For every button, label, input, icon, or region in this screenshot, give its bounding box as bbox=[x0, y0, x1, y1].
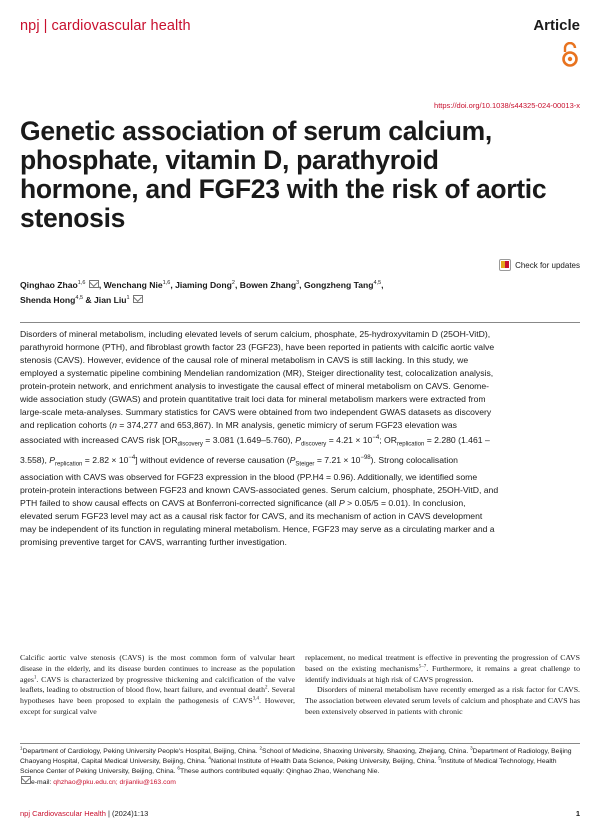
check-updates-label: Check for updates bbox=[515, 260, 580, 270]
doi-link[interactable]: https://doi.org/10.1038/s44325-024-00013-x bbox=[434, 101, 580, 110]
author[interactable]: Shenda Hong$^{4,5}$ bbox=[20, 295, 84, 305]
author[interactable]: Gongzheng Tang$^{4,5}$ bbox=[303, 280, 382, 290]
footnote-divider bbox=[20, 743, 580, 744]
affiliations-footnote: $^1$Department of Cardiology, Peking University People's Hospital, Beijing, China. $^2$School of Medicine, Shaoxing University, Shaoxing, Zhejiang, China. $^3$Department of Radiology, Beijing Chaoyang Hospital, Capital Medical University, Beijing, China. $^4$National Institute of Health Data Science, Peking University, Beijing, China. $^5$Institute of Medical Technology, Health Science Center of Peking University, Beijing, China. $^6$These authors contributed equally: Qinghao Zhao, Wenchang Nie. e-mail: qhzhao@pku.edu.cn; drjianliu@163.com bbox=[20, 747, 580, 788]
author-list: Qinghao Zhao$^{1,6}$ , Wenchang Nie$^{1,6}$, Jiaming Dong$^2$, Bowen Zhang$^3$, Gongzheng Tang$^{4,5}$, Shenda Hong$^{4,5}$ & Jian Liu$^1$ bbox=[20, 280, 384, 305]
abstract-divider bbox=[20, 322, 580, 323]
author[interactable]: Jian Liu$^1$ bbox=[94, 295, 130, 305]
email-icon[interactable] bbox=[89, 280, 99, 288]
abstract-text: Disorders of mineral metabolism, including elevated levels of serum calcium, phosphate, 25-hydroxyvitamin D (25OH-VitD), parathyroid hormone (PTH), and fibroblast growth factor 23 (FGF23), have been reported in patients with calcific aortic valve stenosis (CAVS). However, evidence of the causal role of mineral metabolism in CAVS is still lacking. In this study, we employed a systematic pipeline combining Mendelian randomization (MR), Steiger directionality test, colocalization analysis, protein-protein network, and enrichment analysis to investigate the causal effect of mineral metabolism on CAVS. Genome-wide association study (GWAS) and protein quantitative trait loci data for mineral metabolism markers were extracted from large-scale meta-analyses. Summary statistics for CAVS were obtained from two independent GWAS datasets as discovery and replication cohorts (n = 374,277 and 653,867). In MR analysis, genetic mimicry of serum FGF23 elevation was associated with increased CAVS risk [$OR_{discovery} = 3.081$ (1.649–5.760), $P_{discovery} = 4.21 \times 10^{-4}$; $OR_{replication} = 2.280$ (1.461 – 3.558), $P_{replication} = 2.82 \times 10^{-4}$] without evidence of reverse causation $(P_{Steiger} = 7.21 \times 10^{-98})$. Strong colocalisation association with CAVS was observed for FGF23 expression in the blood (PP.H4 = 0.96). Additionally, we identified some protein-protein interactions between FGF23 and known CAVS-associated genes. Serum calcium, phosphate, 25OH-VitD, and PTH failed to show causal effects on CAVS at Bonferroni-corrected significance (all P > 0.05/5 = 0.01). In conclusion, elevated serum FGF23 level may act as a causal risk factor for CAVS, and its mechanism of action in CAVS development may be independent of its function in regulating mineral metabolism. Hence, FGF23 may serve as a circulating marker and a promising preventive target for CAVS, warranting further investigation. bbox=[20, 329, 499, 548]
footer-citation: npj Cardiovascular Health | (2024)1:13 bbox=[20, 809, 149, 818]
body-column-left: Calcific aortic valve stenosis (CAVS) is the most common form of valvular heart disease in the elderly, and its disease burden continues to increase as the population ages$^1$. CAVS is characterized by progressive thickening and calcification of the valve leaflets, leading to obstruction of blood flow, heart failure, and eventual death$^2$. Several hypotheses have been proposed to explain the pathogenesis of CAVS$^{3,4}$. However, except for surgical valve bbox=[20, 653, 295, 716]
open-access-lock-icon bbox=[561, 42, 579, 68]
check-updates-icon bbox=[499, 259, 511, 271]
author[interactable]: Qinghao Zhao$^{1,6}$ bbox=[20, 280, 86, 290]
author[interactable]: Wenchang Nie$^{1,6}$ bbox=[103, 280, 171, 290]
journal-brand: npj bbox=[20, 18, 40, 34]
page-number: 1 bbox=[575, 809, 580, 818]
check-for-updates-button[interactable] bbox=[499, 259, 580, 271]
email-icon[interactable] bbox=[133, 295, 143, 303]
author[interactable]: Bowen Zhang$^3$ bbox=[239, 280, 300, 290]
author[interactable]: Jiaming Dong$^2$ bbox=[175, 280, 235, 290]
journal-name: cardiovascular health bbox=[51, 18, 191, 34]
email-links[interactable]: qhzhao@pku.edu.cn; drjianliu@163.com bbox=[53, 779, 176, 787]
corresponding-emails: e-mail: qhzhao@pku.edu.cn; drjianliu@163.com bbox=[20, 776, 580, 788]
article-title: Genetic association of serum calcium, phosphate, vitamin D, parathyroid hormone, and FGF23 with the risk of aortic stenosis bbox=[20, 116, 547, 233]
email-icon bbox=[21, 776, 31, 784]
body-column-right: replacement, no medical treatment is effective in preventing the progression of CAVS based on the existing mechanisms$^{5-7}$. Furthermore, it remains a great challenge to identify individuals at high risk of CAVS progression. Disorders of mineral metabolism have recently emerged as a risk factor for CAVS. The association between elevated serum levels of calcium and phosphate and CAVS has been extensively observed in patients with chronic bbox=[305, 653, 580, 716]
footer-journal-link[interactable]: npj Cardiovascular Health bbox=[20, 809, 106, 818]
journal-title[interactable] bbox=[20, 18, 191, 34]
article-type-label: Article bbox=[533, 17, 580, 34]
journal-separator: | bbox=[43, 18, 48, 34]
